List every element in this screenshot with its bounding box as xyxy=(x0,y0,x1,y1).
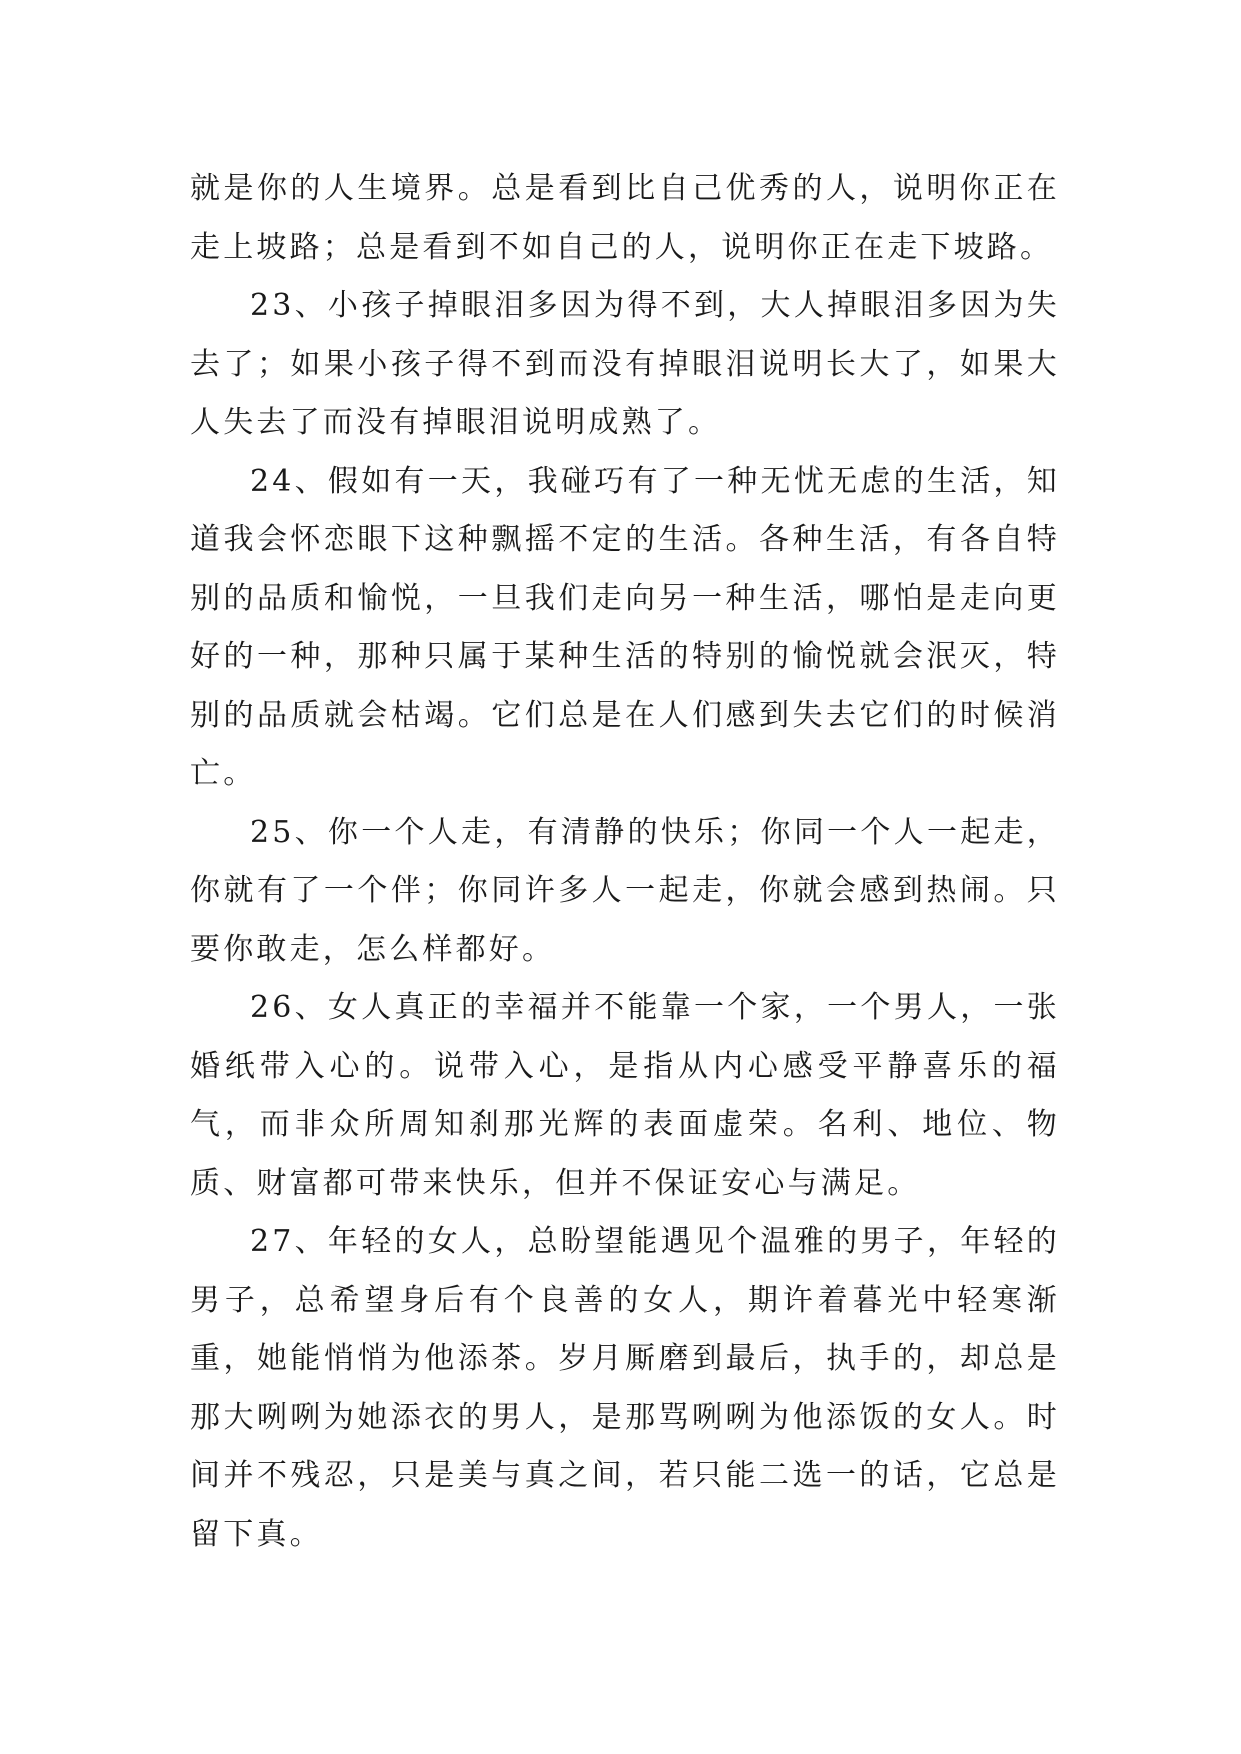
paragraph-continuation: 就是你的人生境界。总是看到比自己优秀的人，说明你正在走上坡路；总是看到不如自己的人，说明你正在走下坡路。 xyxy=(190,171,1060,265)
paragraph-24: 24、假如有一天，我碰巧有了一种无忧无虑的生活，知道我会怀恋眼下这种飘摇不定的生活。各种生活，有各自特别的品质和愉悦，一旦我们走向另一种生活，哪怕是走向更好的一种，那种只属于某种生活的特别的愉悦就会泯灭，特别的品质就会枯竭。它们总是在人们感到失去它们的时候消亡。 xyxy=(190,463,1060,791)
paragraph-23: 23、小孩子掉眼泪多因为得不到，大人掉眼泪多因为失去了；如果小孩子得不到而没有掉眼泪说明长大了，如果大人失去了而没有掉眼泪说明成熟了。 xyxy=(190,288,1060,440)
paragraph-26: 26、女人真正的幸福并不能靠一个家，一个男人，一张婚纸带入心的。说带入心，是指从内心感受平静喜乐的福气，而非众所周知刹那光辉的表面虚荣。名利、地位、物质、财富都可带来快乐，但并不保证安心与满足。 xyxy=(190,990,1060,1201)
document-body xyxy=(190,160,1060,1564)
paragraph-25: 25、你一个人走，有清静的快乐；你同一个人一起走，你就有了一个伴；你同许多人一起走，你就会感到热闹。只要你敢走，怎么样都好。 xyxy=(190,814,1060,967)
paragraph-27: 27、年轻的女人，总盼望能遇见个温雅的男子，年轻的男子，总希望身后有个良善的女人，期许着暮光中轻寒渐重，她能悄悄为他添茶。岁月厮磨到最后，执手的，却总是那大咧咧为她添衣的男人，是那骂咧咧为他添饭的女人。时间并不残忍，只是美与真之间，若只能二选一的话，它总是留下真。 xyxy=(190,1224,1060,1552)
